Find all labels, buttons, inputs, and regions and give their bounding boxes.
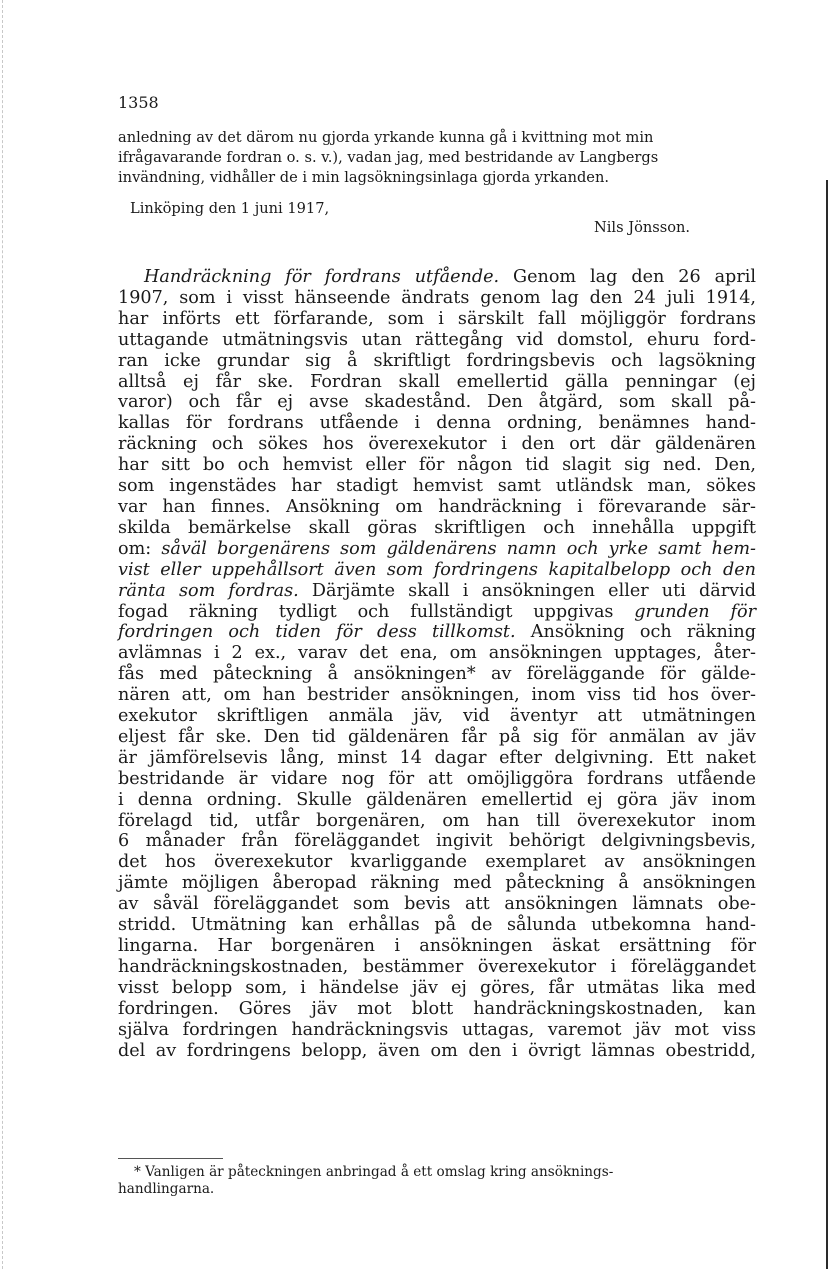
text-line — [118, 602, 756, 623]
letter-closing-paragraph — [118, 128, 758, 188]
emphasis-text: ränta som fordras. — [118, 580, 299, 601]
text-line: eljest får ske. Den tid gäldenären får på sig för anmälan av jäv — [118, 726, 756, 747]
text-line: det hos överexekutor kvarliggande exemplaret av ansökningen — [118, 852, 756, 873]
text-segment: om: — [118, 538, 162, 559]
text-segment: Därjämte skall i ansökningen eller uti därvid — [298, 580, 756, 601]
text-segment: Genom lag den 26 april — [499, 267, 756, 287]
text-line: i denna ordning. Skulle gäldenären emellertid ej göra jäv inom — [118, 789, 756, 810]
emphasis-text: vist eller uppehållsort även som fordringens kapitalbelopp och den — [118, 559, 756, 580]
article-heading: Handräckning för fordrans utfående. — [144, 267, 500, 287]
page-edge — [2, 0, 3, 1269]
text-line: själva fordringen handräckningsvis uttagas, varemot jäv mot viss — [118, 1019, 756, 1040]
text-line: skilda bemärkelse skall göras skriftligen och innehålla uppgift — [118, 517, 756, 538]
text-line: ifrågavarande fordran o. s. v.), vadan jag, med bestridande av Langbergs — [118, 149, 659, 166]
text-line: var han finnes. Ansökning om handräckning i förevarande sär- — [118, 496, 756, 517]
page-spine-edge — [826, 180, 828, 1269]
footnote — [118, 1164, 758, 1198]
text-line: fordringen. Göres jäv mot blott handräckningskostnaden, kan — [118, 998, 756, 1019]
text-line — [118, 560, 756, 581]
text-line: avlämnas i 2 ex., varav det ena, om ansökningen upptages, åter- — [118, 643, 756, 664]
text-line: av såväl föreläggandet som bevis att ansökningen lämnats obe- — [118, 894, 756, 915]
emphasis-text: fordringen och tiden för dess tillkomst. — [118, 622, 516, 643]
signature: Nils Jönsson. — [594, 219, 691, 236]
text-line: alltså ej får ske. Fordran skall emellertid gälla penningar (ej — [118, 371, 756, 392]
text-line: förelagd tid, utfår borgenären, om han till överexekutor inom — [118, 810, 756, 831]
text-line: anledning av det därom nu gjorda yrkande kunna gå i kvittning mot min — [118, 129, 654, 146]
text-line: 6 månader från föreläggandet ingivit behörigt delgivningsbevis, — [118, 831, 756, 852]
text-line: ran icke grundar sig å skriftligt fordringsbevis och lagsökning — [118, 350, 756, 371]
text-line: handräckningskostnaden, bestämmer överexekutor i föreläggandet — [118, 956, 756, 977]
footnote-divider — [118, 1158, 223, 1159]
text-line: räckning och sökes hos överexekutor i den ort där gäldenären — [118, 434, 756, 455]
emphasis-text: grunden för — [634, 601, 756, 622]
footnote-line: * Vanligen är påteckningen anbringad å ett omslag kring ansöknings- — [134, 1164, 614, 1180]
text-line — [118, 622, 756, 643]
text-line — [118, 581, 756, 602]
page-number: 1358 — [118, 93, 159, 112]
text-line: bestridande är vidare nog för att omöjliggöra fordrans utfående — [118, 768, 756, 789]
text-line: exekutor skriftligen anmäla jäv, vid äventyr att utmätningen — [118, 706, 756, 727]
text-line: varor) och får ej avse skadestånd. Den åtgärd, som skall på- — [118, 392, 756, 413]
text-line — [118, 267, 756, 288]
text-line: del av fordringens belopp, även om den i övrigt lämnas obestridd, — [118, 1040, 756, 1061]
text-line: har sitt bo och hemvist eller för någon tid slagit sig ned. Den, — [118, 455, 756, 476]
text-line: som ingenstädes har stadigt hemvist samt utländsk man, sökes — [118, 476, 756, 497]
text-line: 1907, som i visst hänseende ändrats genom lag den 24 juli 1914, — [118, 287, 756, 308]
text-line: visst belopp som, i händelse jäv ej göres, får utmätas lika med — [118, 977, 756, 998]
text-line: är jämförelsevis lång, minst 14 dagar efter delgivning. Ett naket — [118, 747, 756, 768]
text-line: jämte möjligen åberopad räkning med påteckning å ansökningen — [118, 873, 756, 894]
text-line: uttagande utmätningsvis utan rättegång vid domstol, ehuru ford- — [118, 329, 756, 350]
text-segment: Ansökning och räkning — [515, 622, 757, 643]
text-line — [118, 539, 756, 560]
emphasis-text: såväl borgenärens som gäldenärens namn och yrke samt hem- — [161, 538, 756, 559]
text-line: har införts ett förfarande, som i särskilt fall möjliggör fordrans — [118, 308, 756, 329]
dateline: Linköping den 1 juni 1917, — [130, 200, 330, 217]
text-line: fås med påteckning å ansökningen* av föreläggande för gälde- — [118, 664, 756, 685]
text-line: invändning, vidhåller de i min lagsökningsinlaga gjorda yrkanden. — [118, 169, 609, 186]
text-line: stridd. Utmätning kan erhållas på de sålunda utbekomna hand- — [118, 915, 756, 936]
article-body — [118, 267, 756, 1061]
text-line: nären att, om han bestrider ansökningen, inom viss tid hos över- — [118, 685, 756, 706]
text-segment: fogad räkning tydligt och fullständigt uppgivas — [118, 601, 635, 622]
text-line: kallas för fordrans utfående i denna ordning, benämnes hand- — [118, 413, 756, 434]
text-line: lingarna. Har borgenären i ansökningen äskat ersättning för — [118, 936, 756, 956]
footnote-line: handlingarna. — [118, 1181, 215, 1197]
